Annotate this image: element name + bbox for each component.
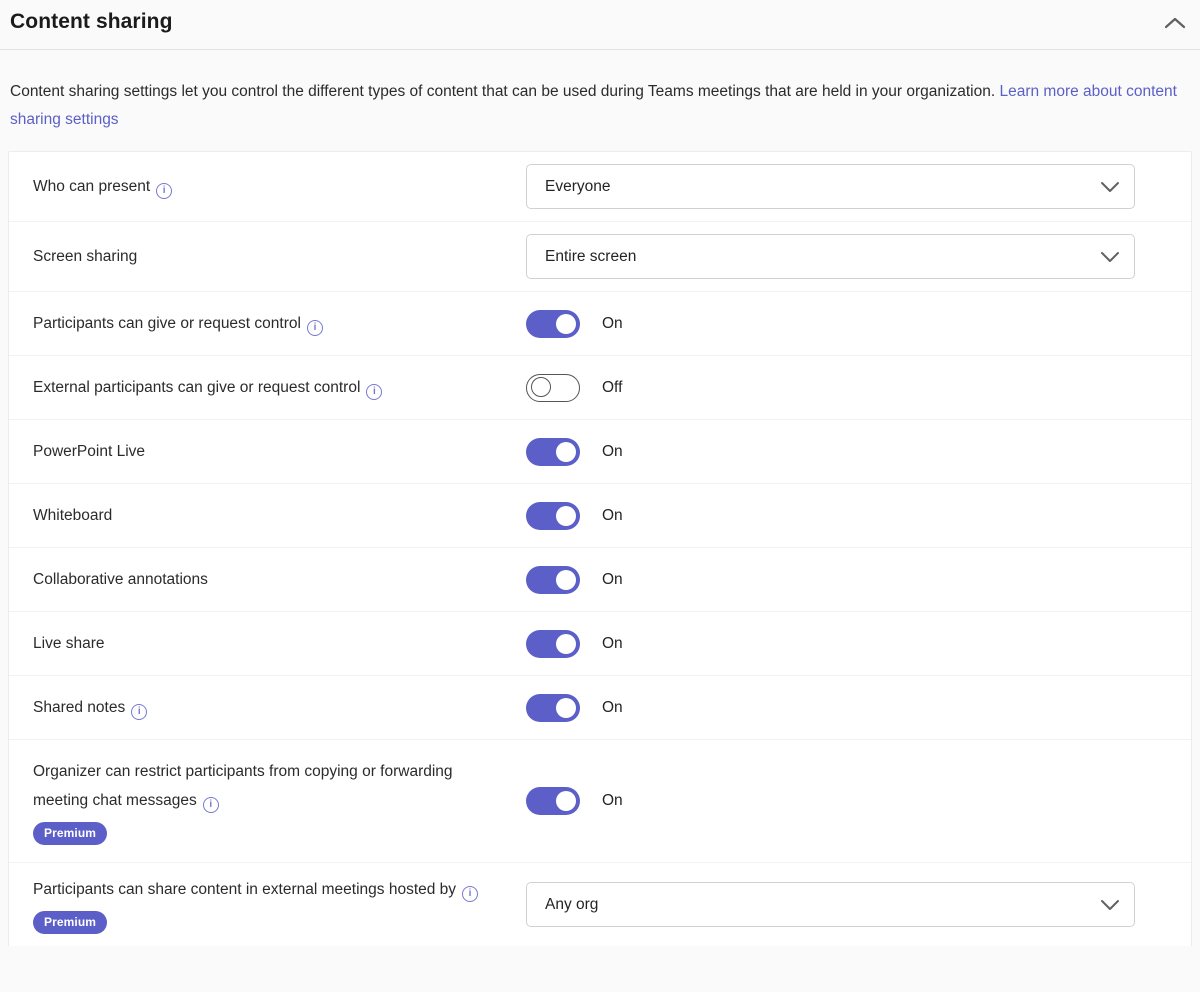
- setting-label: Organizer can restrict participants from copying or forwarding meeting chat messagesi: [33, 763, 453, 809]
- info-icon[interactable]: [366, 384, 382, 400]
- collaborative-annotations-toggle[interactable]: [526, 566, 580, 594]
- content-sharing-settings-panel: [8, 151, 1192, 946]
- learn-more-link[interactable]: Learn more about content sharing settings: [10, 83, 1177, 128]
- toggle-state-label: On: [602, 506, 623, 524]
- setting-label: Who can present i: [33, 178, 172, 195]
- setting-row-shared-notes: [9, 675, 1191, 739]
- collapse-section-button[interactable]: [1162, 12, 1188, 37]
- setting-label: Live share: [33, 635, 105, 652]
- setting-row-external-meeting-content: [9, 862, 1191, 946]
- setting-label: Participants can share content in external meetings hosted byi: [33, 881, 478, 898]
- chevron-down-icon: [1100, 251, 1120, 263]
- setting-label: Collaborative annotations: [33, 571, 208, 588]
- chevron-down-icon: [1100, 181, 1120, 193]
- section-description: [10, 78, 1190, 134]
- powerpoint-live-toggle[interactable]: [526, 438, 580, 466]
- dropdown-selected-value: Entire screen: [545, 247, 637, 265]
- toggle-state-label: On: [602, 314, 623, 332]
- toggle-state-label: On: [602, 698, 623, 716]
- premium-badge: Premium: [33, 822, 107, 845]
- info-icon[interactable]: [131, 704, 147, 720]
- info-icon[interactable]: [203, 797, 219, 813]
- setting-label: Whiteboard: [33, 507, 113, 524]
- toggle-state-label: On: [602, 792, 623, 809]
- setting-row-live-share: [9, 611, 1191, 675]
- setting-row-whiteboard: [9, 483, 1191, 547]
- header-divider: [0, 49, 1200, 50]
- dropdown-selected-value: Everyone: [545, 177, 611, 195]
- setting-label: External participants can give or request control i: [33, 379, 382, 396]
- chevron-down-icon: [1100, 899, 1120, 911]
- setting-label: PowerPoint Live: [33, 443, 146, 460]
- info-icon[interactable]: [307, 320, 323, 336]
- external-meeting-host-dropdown[interactable]: [526, 882, 1135, 927]
- whiteboard-toggle[interactable]: [526, 502, 580, 530]
- setting-row-screen-sharing: [9, 221, 1191, 291]
- setting-label: Participants can give or request control i: [33, 315, 323, 332]
- info-icon[interactable]: [462, 886, 478, 902]
- toggle-state-label: Off: [602, 378, 623, 396]
- setting-row-who-can-present: [9, 152, 1191, 221]
- toggle-state-label: On: [602, 442, 623, 460]
- description-text: Content sharing settings let you control the different types of content that can be used during Teams meetings that are held in your organization.: [10, 83, 996, 100]
- content-sharing-section-header: [0, 0, 1200, 37]
- setting-row-collaborative-annotations: [9, 547, 1191, 611]
- info-icon[interactable]: [156, 183, 172, 199]
- live-share-toggle[interactable]: [526, 630, 580, 658]
- toggle-state-label: On: [602, 570, 623, 588]
- setting-label: Shared notes i: [33, 699, 147, 716]
- participants-control-toggle[interactable]: [526, 310, 580, 338]
- external-participants-control-toggle[interactable]: [526, 374, 580, 402]
- toggle-state-label: On: [602, 634, 623, 652]
- restrict-chat-copy-toggle[interactable]: [526, 787, 580, 815]
- who-can-present-dropdown[interactable]: [526, 164, 1135, 209]
- screen-sharing-dropdown[interactable]: [526, 234, 1135, 279]
- dropdown-selected-value: Any org: [545, 895, 599, 913]
- shared-notes-toggle[interactable]: [526, 694, 580, 722]
- setting-row-participants-control: [9, 291, 1191, 355]
- premium-badge: Premium: [33, 911, 107, 934]
- chevron-up-icon: [1164, 16, 1186, 30]
- setting-row-external-participants-control: [9, 355, 1191, 419]
- setting-row-restrict-chat-copy: [9, 739, 1191, 862]
- setting-label: Screen sharing: [33, 248, 138, 265]
- setting-row-powerpoint-live: [9, 419, 1191, 483]
- page-title: Content sharing: [10, 10, 173, 33]
